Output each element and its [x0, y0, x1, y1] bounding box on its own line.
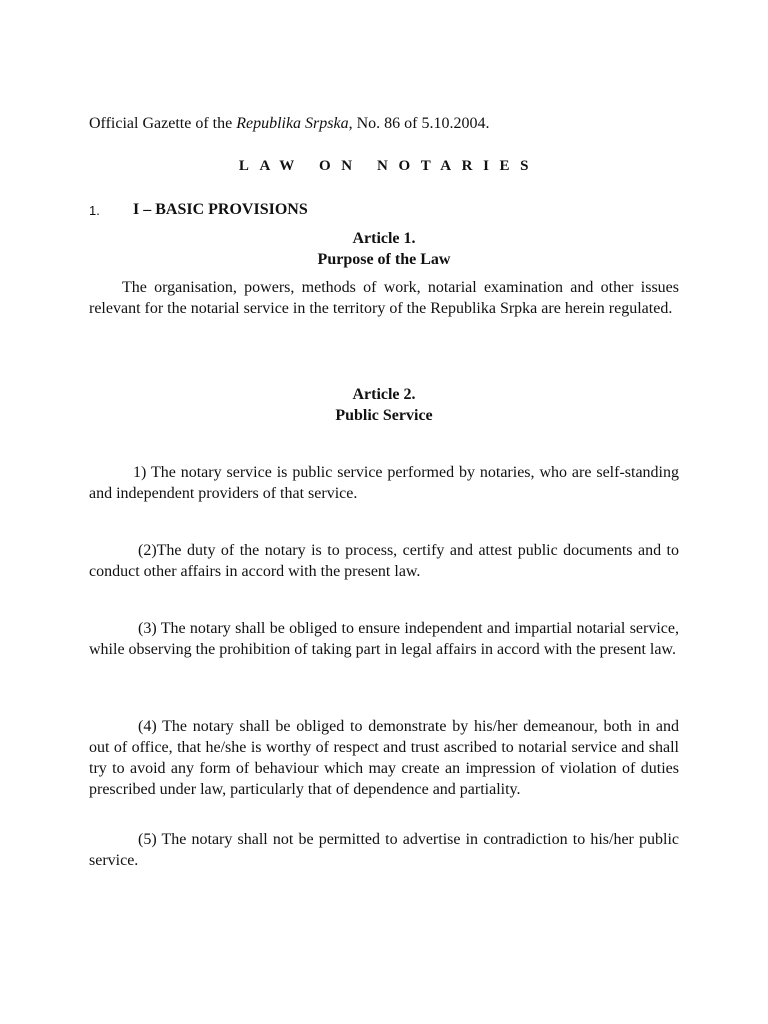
article-1-number: Article 1.	[352, 230, 416, 247]
article-2-paragraph-5: (5) The notary shall not be permitted to advertise in contradiction to his/her public service.	[89, 831, 679, 869]
gazette-italic: Republika Srpska	[236, 115, 349, 132]
article-1-title: Purpose of the Law	[317, 251, 451, 268]
article-2-paragraph-1: 1) The notary service is public service performed by notaries, who are self-standing and independent providers of that service.	[89, 464, 679, 502]
chapter-title: I – BASIC PROVISIONS	[133, 201, 308, 218]
chapter-number: 1.	[89, 203, 100, 218]
law-title: LAW ON NOTARIES	[238, 158, 540, 174]
gazette-suffix: , No. 86 of 5.10.2004.	[348, 115, 490, 132]
gazette-prefix: Official Gazette of the	[89, 115, 237, 132]
article-1-text: The organisation, powers, methods of work, notarial examination and other issues relevant for the notarial service in the territory of the Republika Srpka are herein regulated.	[89, 279, 679, 317]
article-2-paragraph-4: (4) The notary shall be obliged to demonstrate by his/her demeanour, both in and out of office, that he/she is worthy of respect and trust ascribed to notarial service and shall try to avoid any form of behaviour which may create an impression of violation of duties prescribed under law, particularly that of dependence and partiality.	[89, 718, 679, 798]
article-2-number: Article 2.	[352, 386, 416, 403]
article-2-title: Public Service	[335, 407, 433, 424]
gazette-reference	[89, 114, 490, 134]
article-2-paragraph-3: (3) The notary shall be obliged to ensure independent and impartial notarial service, while observing the prohibition of taking part in legal affairs in accord with the present law.	[89, 620, 679, 658]
article-2-paragraph-2: (2)The duty of the notary is to process, certify and attest public documents and to conduct other affairs in accord with the present law.	[89, 542, 679, 580]
